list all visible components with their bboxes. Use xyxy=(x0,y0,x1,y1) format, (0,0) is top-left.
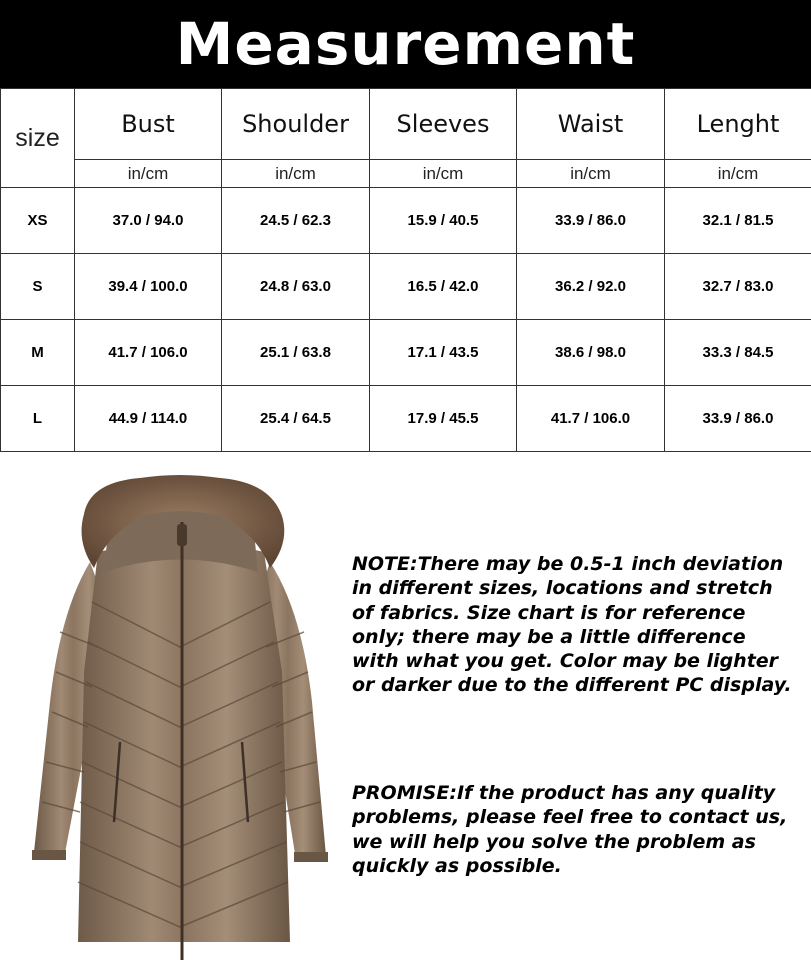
measurement-cell: 41.7 / 106.0 xyxy=(517,386,665,452)
table-row xyxy=(1,386,811,452)
measurement-cell: 24.5 / 62.3 xyxy=(222,188,370,254)
measurement-cell: 32.1 / 81.5 xyxy=(665,188,811,254)
measurement-cell: 41.7 / 106.0 xyxy=(75,320,222,386)
measurement-cell: 32.7 / 83.0 xyxy=(665,254,811,320)
column-header-length: Lenght xyxy=(665,89,811,160)
product-section xyxy=(0,456,811,960)
measurement-cell: 16.5 / 42.0 xyxy=(370,254,517,320)
column-header-waist: Waist xyxy=(517,89,665,160)
column-header-shoulder: Shoulder xyxy=(222,89,370,160)
measurement-cell: 44.9 / 114.0 xyxy=(75,386,222,452)
size-cell: M xyxy=(1,320,75,386)
promise-text: PROMISE:If the product has any quality problems, please feel free to contact us, we will help you solve the problem as quickly as possible. xyxy=(352,782,788,877)
column-header-sleeves: Sleeves xyxy=(370,89,517,160)
size-column-header: size xyxy=(1,89,75,188)
measurement-cell: 36.2 / 92.0 xyxy=(517,254,665,320)
measurement-cell: 25.4 / 64.5 xyxy=(222,386,370,452)
unit-row xyxy=(1,160,811,188)
unit-label: in/cm xyxy=(517,160,665,188)
unit-label: in/cm xyxy=(75,160,222,188)
table-row xyxy=(1,320,811,386)
measurement-cell: 33.9 / 86.0 xyxy=(665,386,811,452)
column-header-bust: Bust xyxy=(75,89,222,160)
unit-label: in/cm xyxy=(665,160,811,188)
unit-label: in/cm xyxy=(222,160,370,188)
table-row xyxy=(1,254,811,320)
table-row xyxy=(1,188,811,254)
size-cell: S xyxy=(1,254,75,320)
measurement-cell: 33.3 / 84.5 xyxy=(665,320,811,386)
measurement-cell: 17.1 / 43.5 xyxy=(370,320,517,386)
measurement-cell: 37.0 / 94.0 xyxy=(75,188,222,254)
size-chart-table xyxy=(0,88,811,452)
measurement-cell: 33.9 / 86.0 xyxy=(517,188,665,254)
header-row xyxy=(1,89,811,160)
measurement-cell: 38.6 / 98.0 xyxy=(517,320,665,386)
unit-label: in/cm xyxy=(370,160,517,188)
title-banner xyxy=(0,0,811,88)
page-title: Measurement xyxy=(175,10,636,78)
measurement-cell: 39.4 / 100.0 xyxy=(75,254,222,320)
measurement-cell: 24.8 / 63.0 xyxy=(222,254,370,320)
measurement-cell: 25.1 / 63.8 xyxy=(222,320,370,386)
measurement-cell: 15.9 / 40.5 xyxy=(370,188,517,254)
note-text: NOTE:There may be 0.5-1 inch deviation in different sizes, locations and stretch of fabrics. Size chart is for reference only; there may be a little difference with what you get. Color may be lighter or darker due to the different PC display. xyxy=(352,553,792,697)
size-cell: L xyxy=(1,386,75,452)
size-cell: XS xyxy=(1,188,75,254)
hooded-puffer-coat-image xyxy=(20,472,340,960)
measurement-cell: 17.9 / 45.5 xyxy=(370,386,517,452)
